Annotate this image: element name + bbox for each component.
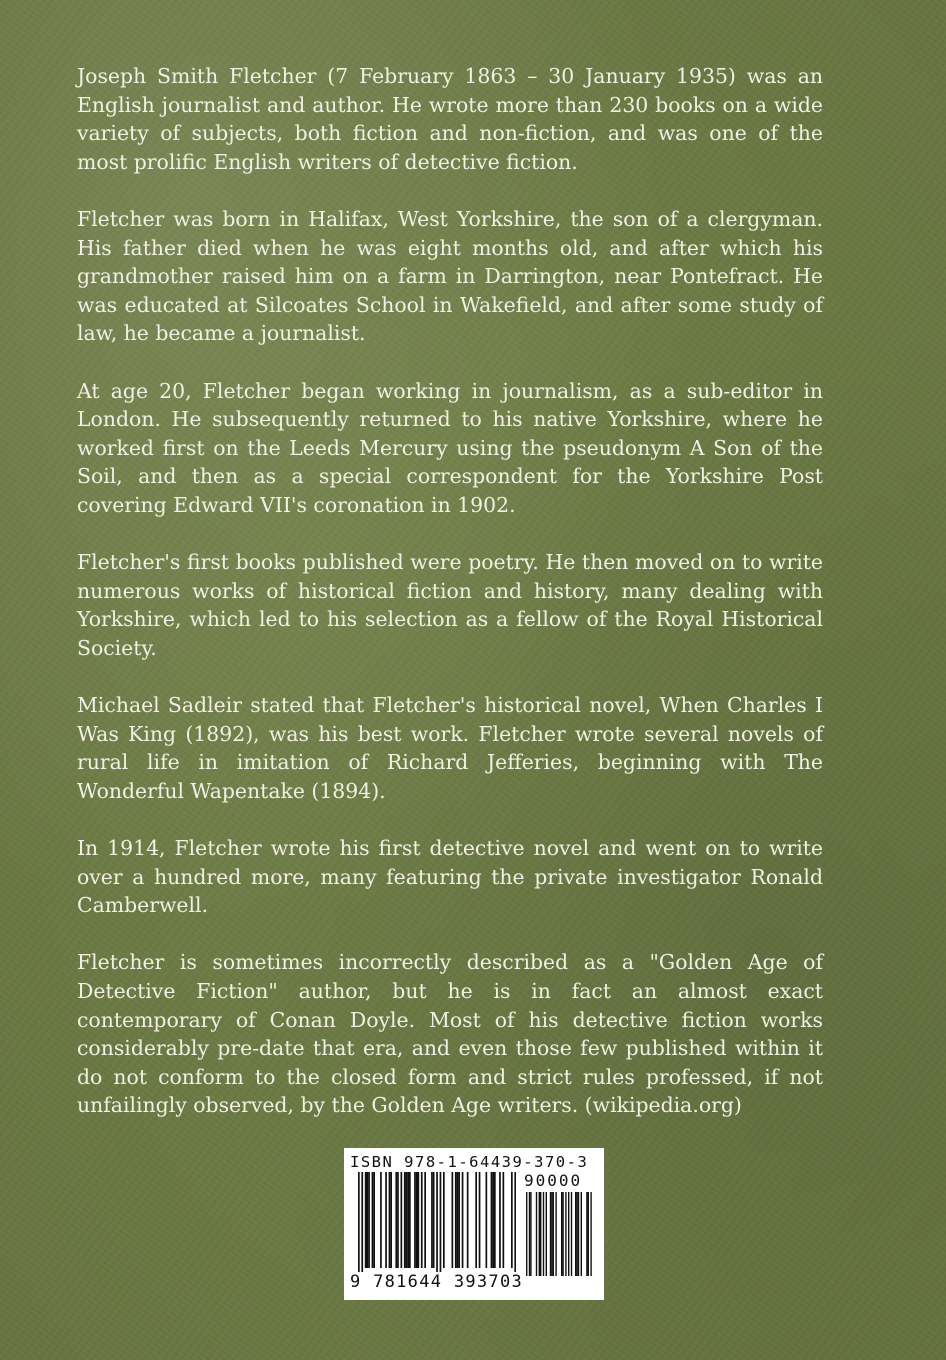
paragraph: Fletcher was born in Halifax, West Yorkshire, the son of a clergyman. His father died when he was eight months old, and after which his grandmother raised him on a farm in Darrington, near Pontefract. He was educated at Silcoates School in Wakefield, and after some study of law, he became a journalist. [77, 206, 823, 346]
barcode-bar [418, 1172, 420, 1268]
paragraph: Joseph Smith Fletcher (7 February 1863 – 30 January 1935) was an English journalist and author. He wrote more than 230 books on a wide variety of subjects, both fiction and non-fiction, and was one of the most prolific English writers of detective fiction. [77, 64, 823, 174]
barcode-bar [553, 1192, 554, 1276]
back-cover-text [77, 62, 823, 1149]
barcode-bar [431, 1172, 433, 1268]
barcode-bar [565, 1192, 566, 1276]
barcode-bar [457, 1172, 459, 1268]
barcode-bar [380, 1172, 382, 1268]
barcode-bar [385, 1172, 387, 1268]
barcode-bars-area [350, 1172, 598, 1276]
barcode-bar [575, 1192, 576, 1276]
barcode-bar [372, 1172, 374, 1268]
ean13-bars [350, 1172, 516, 1276]
barcode-bar [540, 1192, 541, 1276]
barcode-bar [433, 1172, 435, 1268]
barcode-bar [368, 1172, 370, 1268]
barcode-bar [458, 1172, 460, 1268]
barcode-bar [462, 1172, 464, 1268]
barcode-bar [409, 1172, 411, 1268]
ean-digits: 9 781644 393703 [344, 1272, 523, 1292]
barcode-bar [365, 1172, 367, 1268]
barcode-bar [475, 1172, 477, 1268]
barcode-bar [407, 1172, 409, 1268]
barcode-bar [358, 1172, 360, 1276]
price-code: 90000 [524, 1171, 583, 1190]
barcode-bar [546, 1192, 547, 1276]
barcode-bar [539, 1192, 540, 1276]
barcode-bar [578, 1192, 579, 1276]
barcode-bar [404, 1172, 406, 1268]
barcode-bar [452, 1172, 454, 1268]
isbn-barcode [344, 1148, 604, 1300]
barcode-bar [511, 1172, 513, 1268]
barcode-bar [421, 1172, 423, 1268]
barcode-bar [526, 1192, 527, 1276]
barcode-bar [401, 1172, 403, 1268]
barcode-bar [390, 1172, 392, 1268]
barcode-bar [581, 1192, 582, 1276]
barcode-bar [551, 1192, 552, 1276]
barcode-bar [443, 1172, 445, 1268]
barcode-bar [492, 1172, 494, 1268]
barcode-bar [416, 1172, 418, 1268]
barcode-bar [455, 1172, 457, 1268]
barcode-bar [550, 1192, 551, 1276]
barcode-bar [367, 1172, 369, 1268]
barcode-bar [389, 1172, 391, 1268]
barcode-bar [414, 1172, 416, 1268]
barcode-bar [588, 1192, 589, 1276]
barcode-bar [536, 1192, 537, 1276]
barcode-bar [373, 1172, 375, 1268]
barcode-bar [561, 1192, 562, 1276]
barcode-bar [543, 1192, 544, 1276]
paragraph: Michael Sadleir stated that Fletcher's historical novel, When Charles I Was King (1892), was his best work. Fletcher wrote several novels of rural life in imitation of Richard Jefferies, beginning with The Wonderful Wapentake (1894). [77, 693, 823, 803]
paragraph: Fletcher is sometimes incorrectly described as a "Golden Age of Detective Fiction" author, but he is in fact an almost exact contemporary of Conan Doyle. Most of his detective fiction works considerably pre-date that era, and even those few published within it do not conform to the closed form and strict rules professed, if not unfailingly observed, by the Golden Age writers. (wikipedia.org) [77, 950, 823, 1118]
barcode-bar [467, 1172, 469, 1268]
barcode-bar [479, 1172, 481, 1268]
barcode-bar [529, 1192, 530, 1276]
barcode-bar [494, 1172, 496, 1268]
barcode-bar [586, 1192, 587, 1276]
barcode-bar [571, 1192, 572, 1276]
barcode-bar [406, 1172, 408, 1268]
barcode-bar [503, 1172, 505, 1268]
barcode-bar [499, 1172, 501, 1268]
barcode-bar [555, 1192, 556, 1276]
barcode-bar [590, 1192, 591, 1276]
paragraph: Fletcher's first books published were poetry. He then moved on to write numerous works of historical fiction and history, many dealing with Yorkshire, which led to his selection as a fellow of the Royal Historical Society. [77, 550, 823, 660]
barcode-bar [395, 1172, 397, 1268]
barcode-bar [514, 1172, 516, 1276]
barcode-bar [361, 1172, 363, 1276]
barcode-bar [397, 1172, 399, 1268]
barcode-bar [576, 1192, 577, 1276]
barcode-bar [436, 1172, 438, 1276]
paragraph: In 1914, Fletcher wrote his first detective novel and went on to write over a hundred more, many featuring the private investigator Ronald Camberwell. [77, 836, 823, 918]
barcode-bar [530, 1192, 531, 1276]
price-code-bars [526, 1192, 596, 1276]
paragraph: At age 20, Fletcher began working in journalism, as a sub-editor in London. He subsequently returned to his native Yorkshire, where he worked first on the Leeds Mercury using the pseudonym A Son of the Soil, and then as a special correspondent for the Yorkshire Post covering Edward VII's coronation in 1902. [77, 378, 823, 517]
barcode-bar [491, 1172, 493, 1268]
isbn-label: ISBN 978-1-64439-370-3 [350, 1153, 589, 1171]
barcode-bar [440, 1172, 442, 1276]
barcode-bar [568, 1192, 569, 1276]
barcode-bar [424, 1172, 426, 1268]
barcode-bar [486, 1172, 488, 1268]
barcode-bar [562, 1192, 563, 1276]
